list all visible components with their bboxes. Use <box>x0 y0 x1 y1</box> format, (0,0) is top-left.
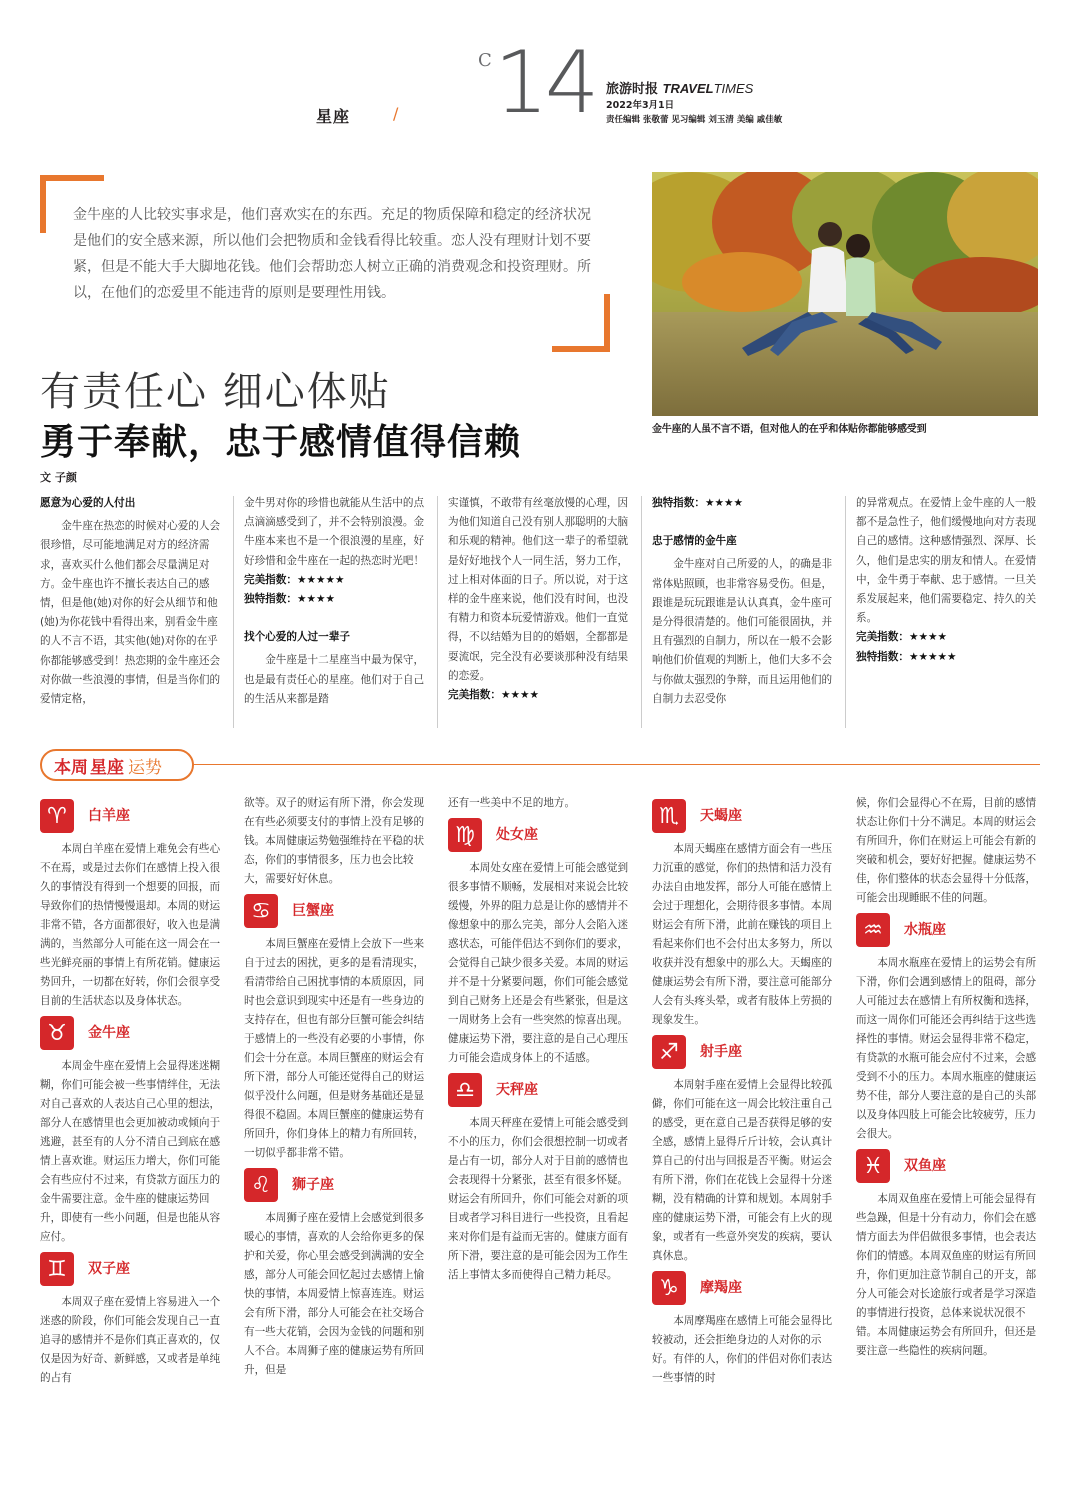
paragraph: 本周双子座在爱情上容易进入一个迷惑的阶段，你们可能会发现自己一直追寻的感情并不是你们真正喜欢的，仅仅是因为好奇、新鲜感，又或者是单纯的占有 <box>40 1296 221 1384</box>
column-divider <box>233 496 234 728</box>
article-column-3 <box>448 494 631 705</box>
zodiac-name: 双子座 <box>88 1260 130 1277</box>
pisces-icon: ♓ <box>856 1149 890 1183</box>
subheading: 忠于感情的金牛座 <box>652 535 737 548</box>
paragraph-continued: 欲等。双子的财运有所下滑，你会发现在有些必须要支付的事情上没有足够的钱。本周健康运势勉强维持在平稳的状态，你们的事情很多，压力也会比较大，需要好好休息。 <box>244 797 425 885</box>
couple-photo <box>652 172 1038 416</box>
weekly-horoscope-banner <box>40 749 194 781</box>
zodiac-heading <box>40 796 223 836</box>
article-column-4 <box>652 494 835 709</box>
zodiac-name: 射手座 <box>700 1043 742 1060</box>
sagittarius-icon: ♐ <box>652 1035 686 1069</box>
rating-line: 独特指数：★★★★★ <box>856 650 957 663</box>
brand-en-light: TIMES <box>713 81 754 96</box>
zodiac-heading <box>40 1013 223 1053</box>
rating-line: 独特指数：★★★★ <box>652 497 743 509</box>
rating-line: 完美指数：★★★★ <box>856 631 947 644</box>
horoscope-column-3 <box>448 794 631 1285</box>
subheading: 找个心爱的人过一辈子 <box>244 631 350 644</box>
paragraph: 本周双鱼座在爱情上可能会显得有些急躁，但是十分有动力，你们会在感情方面去为伴侣做很多事情，也会表达你们的情感。本周双鱼座的财运有所回升，你们更加注意节制自己的开支，部分人可能会对长途旅行或者是学习深造的事情进行投资，总体来说状况很不错。本周健康运势会有所回升，但还是要注意一些隐性的疾病问题。 <box>856 1193 1037 1357</box>
quote-bracket-bottom-right <box>552 294 610 352</box>
paragraph: 本周金牛座在爱情上会显得迷迷糊糊，你们可能会被一些事情绊住，无法对自己喜欢的人表达自己心里的想法，部分人在感情里也会更加被动或倾向于逃避，甚至有的人分不清自己到底在感情上喜欢谁。财运压力增大，你们可能会有些应付不过来，有贷款方面压力的金牛需要注意。金牛座的健康运势回升，即使有一些小问题，但是也能从容应付。 <box>40 1060 221 1243</box>
rating-line: 独特指数：★★★★ <box>244 593 335 606</box>
horoscope-column-1 <box>40 794 223 1388</box>
couple-photo-scene <box>652 172 1038 416</box>
headline-primary: 有责任心 细心体贴 <box>40 369 391 415</box>
aries-icon: ♈ <box>40 799 74 833</box>
paragraph-continued: 候，你们会显得心不在焉，目前的感情状态让你们十分不满足。本周的财运会有所回升，你们在财运上可能会有新的突破和机会，要好好把握。健康运势不佳，你们整体的状态会显得十分低落，可能会出现睡眠不佳的问题。 <box>856 797 1037 904</box>
banner-text-3: 运势 <box>128 758 162 778</box>
zodiac-name: 双鱼座 <box>904 1157 946 1174</box>
libra-icon: ♎ <box>448 1073 482 1107</box>
column-divider <box>641 496 642 728</box>
author-byline: 文 子颜 <box>40 471 77 484</box>
paragraph: 本周巨蟹座在爱情上会放下一些来自于过去的困扰，更多的是看清现实，看清带给自己困扰事情的本质原因，同时也会意识到现实中还是有一些身边的支持存在，但也有部分巨蟹可能会纠结于感情上的一些没有必要的小事情，你们会十分在意。本周巨蟹座的财运会有所下滑，部分人可能还觉得自己的财运似乎没什么问题，但是财务基础还是显得很不稳固。本周巨蟹座的健康运势有所回升，你们身体上的精力有所回转，一切似乎都非常不错。 <box>244 938 425 1159</box>
banner-text-1: 本周 <box>54 758 88 778</box>
photo-caption: 金牛座的人虽不言不语，但对他人的在乎和体贴你都能够感受到 <box>652 424 927 435</box>
spacer <box>652 513 835 532</box>
zodiac-name: 天秤座 <box>496 1081 538 1098</box>
capricorn-icon: ♑ <box>652 1271 686 1305</box>
paragraph: 本周狮子座在爱情上会感觉到很多暖心的事情，喜欢的人会给你更多的保护和关爱，你心里会感受到满满的安全感，部分人可能会回忆起过去感情上愉快的事情，本周爱情上惊喜连连。财运会有所下滑，部分人可能会在社交场合有一些大花销，会因为金钱的问题和别人不合。本周狮子座的健康运势有所回升，但是 <box>244 1212 425 1376</box>
intro-paragraph: 金牛座的人比较实事求是，他们喜欢实在的东西。充足的物质保障和稳定的经济状况是他们的安全感来源，所以他们会把物质和金钱看得比较重。恋人没有理财计划不要紧，但是不能大手大脚地花钱。他们会帮助恋人树立正确的消费观念和投资理财。所以，在他们的恋爱里不能违背的原则是要理性用钱。 <box>73 207 591 301</box>
cancer-icon: ♋ <box>244 894 278 928</box>
section-label: 星座 <box>316 107 351 126</box>
article-column-5 <box>856 494 1040 667</box>
zodiac-heading <box>652 796 835 836</box>
paragraph: 本周处女座在爱情上可能会感觉到很多事情不顺畅，发展相对来说会比较缓慢，外界的阻力总是让你的感情并不像想象中的那么完美，部分人会陷入迷惑状态，可能伴侣达不到你们的要求，会觉得自己缺少很多关爱。本周的财运并不是十分紧要问题，你们可能会感觉到自己财务上还是会有些紧张，但是这一周财务上会有一些突然的惊喜出现。健康运势下滑，要注意的是自己心理压力可能会造成身体上的不适感。 <box>448 862 629 1064</box>
paragraph: 本周水瓶座在爱情上的运势会有所下滑，你们会遇到感情上的阻碍，部分人可能过去在感情上有所权衡和选择，而这一周你们可能还会再纠结于这些选择性的事情。财运会显得非常不稳定，有贷款的水瓶可能会应付不过来，会感受到不小的压力。本周水瓶座的健康运势不佳，部分人要注意的是自己的头部以及身体四肢上可能会比较疲劳，压力会很大。 <box>856 957 1037 1140</box>
paragraph: 本周射手座在爱情上会显得比较孤僻，你们可能在这一周会比较注重自己的感受，更在意自己是否获得足够的安全感，感情上显得斤斤计较，会认真计算自己的付出与回报是否平衡。财运会有所下滑，你们在花钱上会显得十分迷糊，没有精确的计算和规划。本周射手座的健康运势下滑，可能会有上火的现象，或者有一些意外突发的疾病，要认真休息。 <box>652 1079 833 1262</box>
section-slash: / <box>393 104 399 123</box>
zodiac-name: 巨蟹座 <box>292 902 334 919</box>
page-number: 14 <box>494 33 596 133</box>
article-column-2 <box>244 494 427 709</box>
zodiac-heading <box>244 1165 427 1205</box>
brand-en-bold: TRAVEL <box>662 81 714 96</box>
paragraph-continued: 金牛男对你的珍惜也就能从生活中的点点滴滴感受到了，并不会特别浪漫。金牛座本来也不是一个很浪漫的星座，好好珍惜和金牛座在一起的热恋时光吧！ <box>244 497 425 567</box>
paragraph-continued: 还有一些美中不足的地方。 <box>448 797 576 809</box>
leo-icon: ♌ <box>244 1168 278 1202</box>
gemini-icon: ♊ <box>40 1252 74 1286</box>
paragraph-continued: 的异常观点。在爱情上金牛座的人一般都不是急性子，他们缓慢地向对方表现自己的感情。这种感情强烈、深厚、长久，他们是忠实的朋友和情人。在爱情中，金牛勇于奉献、忠于感情。一旦关系发展起来，他们需要稳定、持久的关系。 <box>856 497 1037 625</box>
zodiac-heading <box>244 891 427 931</box>
zodiac-name: 狮子座 <box>292 1176 334 1193</box>
newspaper-brand <box>606 78 753 97</box>
scorpio-icon: ♏ <box>652 799 686 833</box>
virgo-icon: ♍ <box>448 818 482 852</box>
rating-line: 完美指数：★★★★★ <box>244 573 345 586</box>
zodiac-heading <box>40 1249 223 1289</box>
zodiac-heading <box>856 910 1040 950</box>
headline-secondary: 勇于奉献，忠于感情值得信赖 <box>40 421 522 463</box>
article-column-1 <box>40 494 223 709</box>
horoscope-column-4 <box>652 794 835 1388</box>
issue-date: 2022年3月1日 <box>606 100 675 111</box>
brand-cn: 旅游时报 <box>606 82 659 97</box>
paragraph: 金牛座在热恋的时候对心爱的人会很珍惜，尽可能地满足对方的经济需求，喜欢买什么他们都会尽量满足对方。金牛座也许不擅长表达自己的感情，但是他(她)对你的好会从细节和他(她)为你花钱中看得出来，别看金牛座的人不言不语，其实他(她)对你的在乎你都能够感受到！热恋期的金牛座还会对你做一些浪漫的事情，但是当你们的爱情定格， <box>40 520 221 706</box>
paragraph-continued: 实谨慎，不敢带有丝毫放慢的心理，因为他们知道自己没有别人那聪明的大脑和乐观的精神。他们这一辈子的希望就是好好地找个人一同生活，努力工作，过上相对体面的日子。所以说，对于这样的金牛座来说，他们没有时间，也没有精力和资本玩爱情游戏。他们一直觉得，不以结婚为目的的婚姻，全都都是耍流氓，完全没有必要谈那种没有结果的恋爱。 <box>448 497 629 682</box>
zodiac-name: 白羊座 <box>88 807 130 824</box>
rating-line: 完美指数：★★★★ <box>448 689 539 702</box>
paragraph: 本周天蝎座在感情方面会有一些压力沉重的感觉，你们的热情和活力没有办法自由地发挥，部分人可能在感情上会过于理想化，会期待很多事情。本周财运会有所下滑，此前在赚钱的项目上看起来你们也不会付出太多努力，所以收获并没有想象中的那么大。天蝎座的健康运势会有所下滑，要注意可能部分人会有头疼头晕，或者有肢体上劳损的现象发生。 <box>652 843 833 1026</box>
zodiac-name: 摩羯座 <box>700 1279 742 1296</box>
horoscope-column-5 <box>856 794 1040 1361</box>
zodiac-heading <box>652 1032 835 1072</box>
paragraph: 金牛座是十二星座当中最为保守，也是最有责任心的星座。他们对于自己的生活从来都是踏 <box>244 654 425 705</box>
zodiac-name: 天蝎座 <box>700 807 742 824</box>
banner-text-2: 星座 <box>90 758 124 778</box>
zodiac-heading <box>448 1070 631 1110</box>
aquarius-icon: ♒ <box>856 913 890 947</box>
column-divider <box>845 496 846 728</box>
zodiac-heading <box>448 815 631 855</box>
spacer <box>244 609 427 628</box>
subheading: 愿意为心爱的人付出 <box>40 497 136 509</box>
editor-credits: 责任编辑 张敬蕾 见习编辑 刘玉清 美编 戚佳敏 <box>606 115 783 125</box>
zodiac-heading <box>652 1268 835 1308</box>
section-letter: C <box>478 50 492 71</box>
zodiac-name: 处女座 <box>496 826 538 843</box>
paragraph: 本周天秤座在爱情上可能会感受到不小的压力，你们会很想控制一切或者是占有一切，部分人对于目前的感情也会表现得十分紧张，甚至有很多怀疑。财运会有所回升，你们可能会对新的项目或者学习科目进行一些投资，且看起来对你们是有益而无害的。健康方面有所下滑，要注意的是可能会因为工作生活上事情太多而使得自己精力耗尽。 <box>448 1117 629 1281</box>
zodiac-name: 金牛座 <box>88 1024 130 1041</box>
paragraph: 金牛座对自己所爱的人，的确是非常体贴照顾，也非常容易受伤。但是，跟谁是玩玩跟谁是认认真真，金牛座可是分得很清楚的。他们可能很固执，并且有强烈的自制力，所以在一般不会影响他们价值观的判断上，他们大多不会与你做太强烈的争辩，而且运用他们的自制力去忍受你 <box>652 558 833 705</box>
paragraph: 本周摩羯座在感情上可能会显得比较被动，还会拒绝身边的人对你的示好。有伴的人，你们的伴侣对你们表达一些事情的时 <box>652 1315 833 1384</box>
zodiac-heading <box>856 1146 1040 1186</box>
taurus-icon: ♉ <box>40 1016 74 1050</box>
zodiac-name: 水瓶座 <box>904 921 946 938</box>
column-divider <box>437 496 438 728</box>
horoscope-column-2 <box>244 794 427 1380</box>
paragraph: 本周白羊座在爱情上难免会有些心不在焉，或是过去你们在感情上投入很久的事情没有得到一个想要的回报，而导致你们的热情慢慢退却。本周的财运非常不错，各方面都很好，收入也是满满的，当然部分人可能在这一周会在一些光鲜亮丽的事情上有所花销。健康运势回升，一切都在好转，你们会很享受目前的生活状态以及身体状态。 <box>40 843 221 1007</box>
